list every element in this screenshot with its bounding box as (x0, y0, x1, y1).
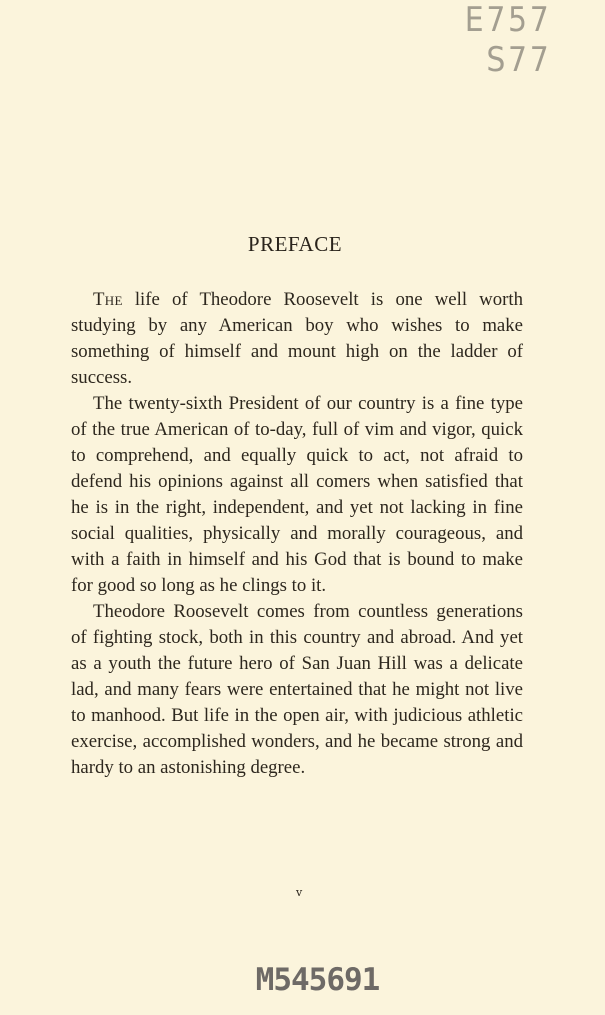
page-mark: v (296, 886, 303, 899)
preface-body (71, 287, 523, 781)
paragraph-lead-word: The (93, 289, 123, 310)
call-number-line-1: E757 (464, 0, 551, 40)
call-number (464, 0, 551, 80)
paragraph-text: Theodore Roosevelt comes from countless generations of fighting stock, both in this country and abroad. And yet as a youth the future hero of San Juan Hill was a delicate lad, and many fears were entertained that he might not live to manhood. But life in the open air, with judicious athletic exercise, accomplished wonders, and he became strong and hardy to an astonishing degree. (71, 601, 523, 778)
paragraph-1 (71, 287, 523, 391)
paragraph-3 (71, 599, 523, 781)
paragraph-2 (71, 391, 523, 599)
accession-stamp: M545691 (255, 962, 380, 998)
paragraph-text: The twenty-sixth President of our country is a fine type of the true American of to-day, full of vim and vigor, quick to comprehend, and equally quick to act, not afraid to defend his opinions against all comers when satisfied that he is in the right, independent, and yet not lacking in fine social qualities, physically and morally courageous, and with a faith in himself and his God that is bound to make for good so long as he clings to it. (71, 393, 523, 596)
paragraph-text: life of Theodore Roosevelt is one well worth studying by any American boy who wishes to make something of himself and mount high on the ladder of success. (71, 289, 523, 388)
page-title: PREFACE (247, 232, 343, 256)
call-number-line-2: S77 (486, 40, 551, 80)
